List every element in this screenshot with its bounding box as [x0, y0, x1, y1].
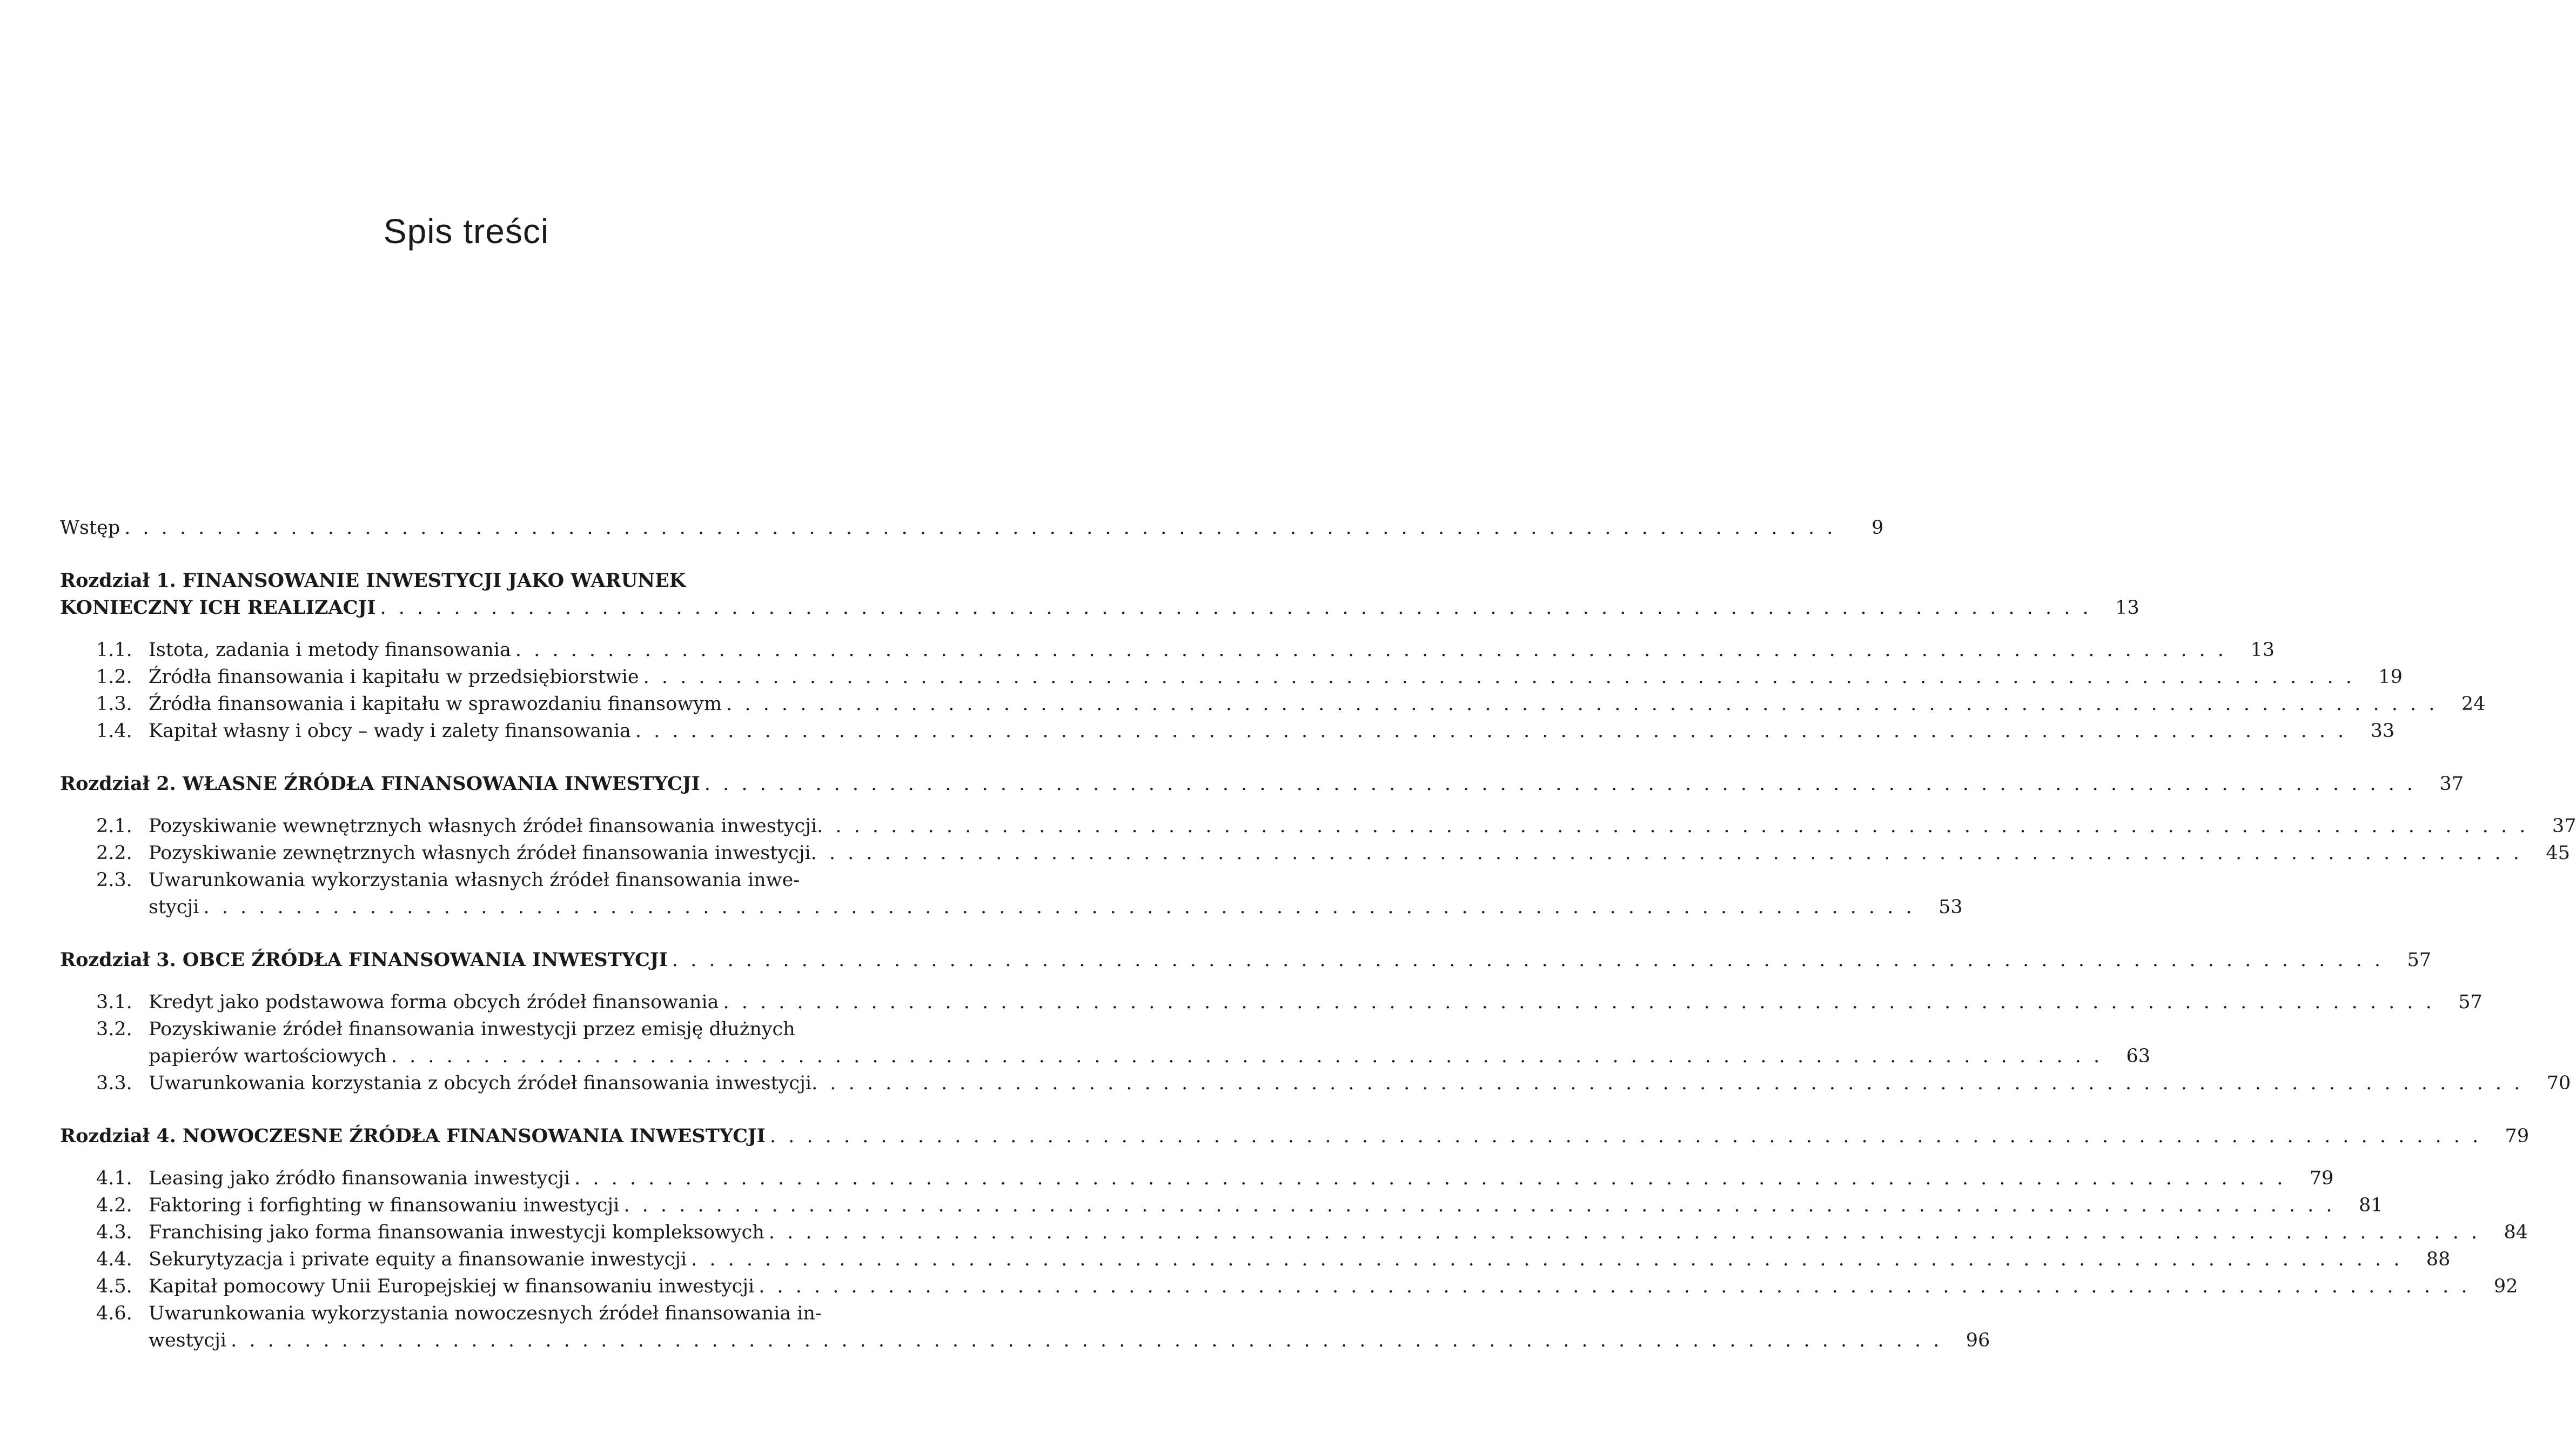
toc-chapter-4[interactable]: [60, 1123, 2530, 1150]
section-title-line-1: Pozyskiwanie źródeł finansowania inwestycji przez emisję dłużnych: [149, 1018, 795, 1040]
page-number: 37: [2552, 815, 2576, 837]
section-title-line-1: Uwarunkowania wykorzystania własnych źródeł finansowania inwe-: [149, 869, 800, 891]
section-number: 1.4.: [96, 720, 132, 742]
section-title-line-2: westycji: [149, 1330, 227, 1351]
toc-section-4-5[interactable]: [60, 1273, 2518, 1300]
toc-chapter-3[interactable]: [60, 947, 2432, 974]
dot-leader: [515, 636, 2227, 663]
section-title: Źródła finansowania i kapitału w sprawozdaniu finansowym: [149, 693, 722, 715]
page-number: 88: [2426, 1249, 2451, 1270]
dot-leader: [203, 894, 1915, 921]
toc-section-3-3[interactable]: [60, 1070, 2571, 1097]
chapter-label: Rozdział 3.: [60, 949, 176, 971]
page-number: 33: [2370, 720, 2395, 742]
toc-section-2-2[interactable]: [60, 840, 2570, 867]
page-number: 96: [1965, 1330, 1990, 1351]
section-number: 2.1.: [96, 815, 132, 837]
dot-leader: [759, 1273, 2470, 1300]
page-number: 57: [2407, 949, 2432, 971]
section-number: 1.3.: [96, 693, 132, 715]
section-title: Źródła finansowania i kapitału w przedsiębiorstwie: [149, 666, 639, 688]
toc-section-3-1[interactable]: [60, 989, 2483, 1016]
section-title-line-1: Uwarunkowania wykorzystania nowoczesnych źródeł finansowania in-: [149, 1303, 822, 1324]
section-title: Sekurytyzacja i private equity a finansowanie inwestycji: [149, 1249, 687, 1270]
chapter-label: Rozdział 4.: [60, 1125, 176, 1147]
page-number: 79: [2505, 1125, 2530, 1147]
section-title-line-2: papierów wartościowych: [149, 1045, 387, 1067]
toc-section-3-2[interactable]: [60, 1016, 2151, 1070]
page-number: 53: [1938, 896, 1963, 918]
page-number: 19: [2378, 666, 2403, 688]
page-number: 84: [2504, 1222, 2528, 1243]
dot-leader: [643, 663, 2355, 691]
section-number: 4.3.: [96, 1222, 132, 1243]
page-number: 37: [2439, 773, 2464, 795]
dot-leader: [811, 840, 2523, 867]
toc-section-2-1[interactable]: [60, 813, 2576, 840]
page-number: 81: [2358, 1195, 2383, 1216]
dot-leader: [769, 1219, 2480, 1246]
section-number: 4.1.: [96, 1168, 132, 1189]
dot-leader: [723, 989, 2435, 1016]
section-title: Kapitał własny i obcy – wady i zalety finansowania: [149, 720, 631, 742]
section-title: Franchising jako forma finansowania inwestycji kompleksowych: [149, 1222, 764, 1243]
dot-leader: [811, 1070, 2523, 1097]
section-title: Istota, zadania i metody finansowania: [149, 639, 511, 661]
toc-section-4-6[interactable]: [60, 1300, 1990, 1354]
chapter-title: OBCE ŹRÓDŁA FINANSOWANIA INWESTYCJI: [182, 949, 668, 971]
section-number: 3.2.: [96, 1018, 132, 1040]
chapter-title: NOWOCZESNE ŹRÓDŁA FINANSOWANIA INWESTYCJI: [182, 1125, 766, 1147]
page-number: 63: [2126, 1045, 2151, 1067]
section-title: Kredyt jako podstawowa forma obcych źródeł finansowania: [149, 991, 719, 1013]
dot-leader: [691, 1246, 2403, 1273]
page-number: 13: [2115, 597, 2139, 619]
table-of-contents: [60, 514, 2576, 1354]
section-title: Kapitał pomocowy Unii Europejskiej w finansowaniu inwestycji: [149, 1276, 755, 1297]
chapter-label: Rozdział 2.: [60, 773, 176, 795]
dot-leader: [705, 770, 2416, 797]
toc-entry-intro[interactable]: [60, 514, 1884, 541]
page-number: 70: [2546, 1073, 2571, 1094]
section-title: Uwarunkowania korzystania z obcych źródeł finansowania inwestycji: [149, 1073, 812, 1094]
page-number: 57: [2458, 991, 2483, 1013]
section-number: 4.2.: [96, 1195, 132, 1216]
section-number: 4.6.: [96, 1303, 132, 1324]
dot-leader: [380, 594, 2091, 621]
section-number: 2.3.: [96, 869, 132, 891]
page-number: 92: [2493, 1276, 2518, 1297]
toc-section-1-4[interactable]: [60, 718, 2395, 745]
section-title-line-2: stycji: [149, 896, 199, 918]
section-number: 4.4.: [96, 1249, 132, 1270]
toc-chapter-1[interactable]: [60, 567, 866, 594]
toc-section-4-4[interactable]: [60, 1246, 2451, 1273]
section-number: 2.2.: [96, 842, 132, 864]
page-number: 9: [1871, 517, 1884, 539]
section-number: 1.2.: [96, 666, 132, 688]
section-number: 1.1.: [96, 639, 132, 661]
page-title: Spis treści: [383, 211, 549, 251]
chapter-title-line-1: FINANSOWANIE INWESTYCJI JAKO WARUNEK: [182, 569, 686, 592]
dot-leader: [574, 1165, 2286, 1192]
toc-section-4-3[interactable]: [60, 1219, 2528, 1246]
chapter-title-line-2: KONIECZNY ICH REALIZACJI: [60, 596, 376, 619]
section-number: 3.3.: [96, 1073, 132, 1094]
dot-leader: [623, 1192, 2335, 1219]
page-number: 79: [2309, 1168, 2334, 1189]
section-title: Faktoring i forfighting w finansowaniu inwestycji: [149, 1195, 620, 1216]
page-number: 24: [2461, 693, 2486, 715]
toc-section-4-2[interactable]: [60, 1192, 2383, 1219]
toc-section-1-1[interactable]: [60, 636, 2275, 663]
toc-section-1-2[interactable]: [60, 663, 2403, 691]
section-title: Pozyskiwanie wewnętrznych własnych źródeł finansowania inwestycji: [149, 815, 817, 837]
page-number: 13: [2250, 639, 2275, 661]
dot-leader: [817, 813, 2528, 840]
dot-leader: [231, 1327, 1942, 1354]
toc-chapter-2[interactable]: [60, 770, 2464, 797]
dot-leader: [672, 947, 2384, 974]
section-title: Pozyskiwanie zewnętrznych własnych źródeł finansowania inwestycji: [149, 842, 811, 864]
page-number: 45: [2546, 842, 2570, 864]
toc-chapter-1-continued[interactable]: [60, 594, 2139, 621]
section-number: 4.5.: [96, 1276, 132, 1297]
section-title: Leasing jako źródło finansowania inwestycji: [149, 1168, 571, 1189]
chapter-title: WŁASNE ŹRÓDŁA FINANSOWANIA INWESTYCJI: [182, 773, 700, 795]
toc-section-4-1[interactable]: [60, 1165, 2334, 1192]
dot-leader: [391, 1043, 2103, 1070]
dot-leader: [124, 514, 1836, 541]
chapter-label: Rozdział 1.: [60, 569, 176, 592]
dot-leader: [770, 1123, 2481, 1150]
dot-leader: [726, 691, 2438, 718]
toc-section-1-3[interactable]: [60, 691, 2486, 718]
dot-leader: [635, 718, 2347, 745]
toc-section-2-3[interactable]: [60, 867, 1963, 921]
section-number: 3.1.: [96, 991, 132, 1013]
toc-entry-label: Wstęp: [60, 517, 120, 539]
